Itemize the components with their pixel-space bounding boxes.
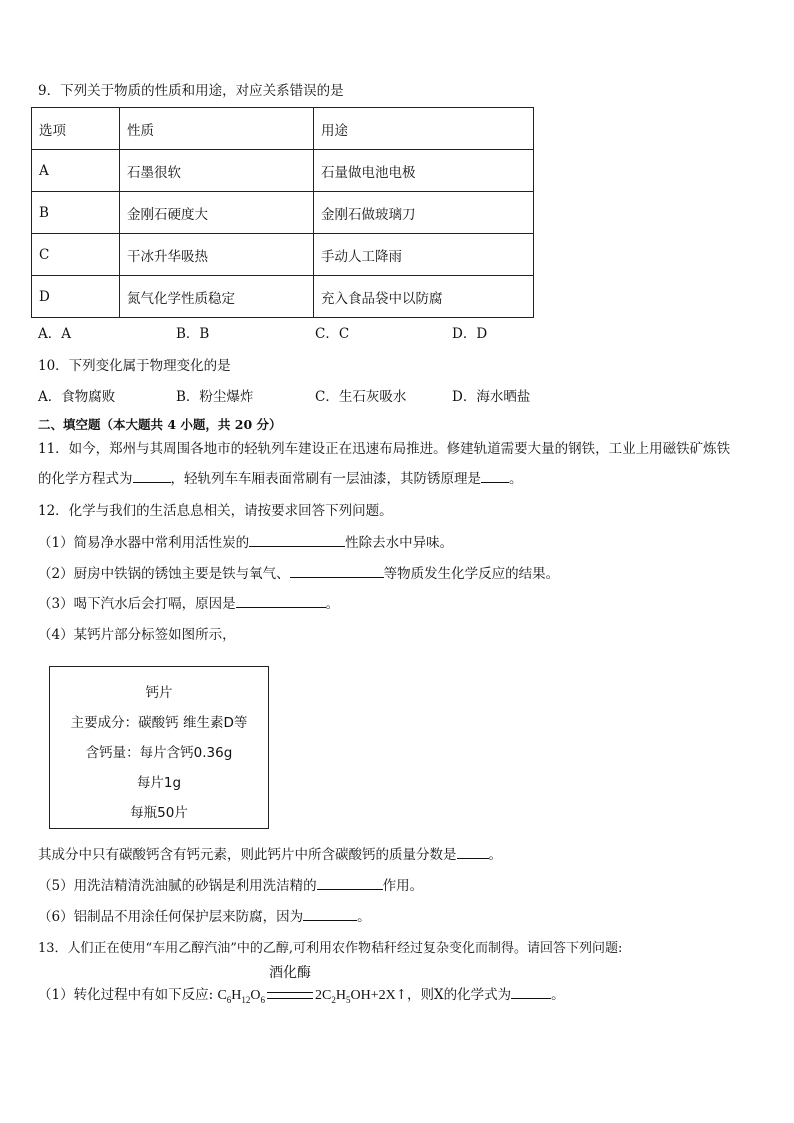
q13-text: 。 bbox=[551, 987, 565, 1003]
q12-text: 性除去水中异味。 bbox=[345, 535, 454, 551]
q12-text: 。 bbox=[357, 909, 371, 925]
q11-text: ，轻轨列车车厢表面常刷有一层油漆，其防锈原理是 bbox=[170, 471, 481, 487]
table-cell: D bbox=[32, 276, 120, 318]
reactant-formula: $C_6H_{12}O_6$ bbox=[217, 988, 266, 1005]
q12-text: 作用。 bbox=[382, 878, 424, 894]
q11-text: 。 bbox=[509, 471, 523, 487]
table-cell: 充入食品袋中以防腐 bbox=[314, 276, 534, 318]
answer-blank[interactable] bbox=[317, 877, 383, 890]
gas-arrow-icon: ↑ bbox=[395, 987, 408, 1003]
answer-blank[interactable] bbox=[249, 534, 345, 547]
q13-text: （1）转化过程中有如下反应: bbox=[38, 987, 218, 1003]
table-cell: 手动人工降雨 bbox=[314, 234, 534, 276]
q12-part1 bbox=[38, 534, 453, 552]
product-formula: $2C_2H_5OH+2X$ bbox=[315, 988, 396, 1005]
q12-part5 bbox=[38, 877, 423, 895]
answer-blank[interactable] bbox=[290, 565, 384, 578]
q12-text: （3）喝下汽水后会打嗝，原因是 bbox=[38, 596, 236, 612]
table-header-cell: 性质 bbox=[120, 108, 314, 150]
equals-sign bbox=[267, 992, 313, 999]
q10-stem: 10．下列变化属于物理变化的是 bbox=[38, 358, 231, 374]
q12-text: 其成分中只有碳酸钙含有钙元素，则此钙片中所含碳酸钙的质量分数是 bbox=[38, 847, 457, 863]
table-row bbox=[32, 234, 534, 276]
q11-text: 的化学方程式为 bbox=[38, 471, 133, 487]
table-cell: 石墨很软 bbox=[120, 150, 314, 192]
q12-stem: 12．化学与我们的生活息息相关，请按要求回答下列问题。 bbox=[38, 503, 393, 519]
table-cell: 金刚石硬度大 bbox=[120, 192, 314, 234]
section-heading: 二、填空题（本大题共 4 小题，共 20 分） bbox=[38, 417, 282, 432]
table-header-cell: 用途 bbox=[314, 108, 534, 150]
q12-part4-question bbox=[38, 846, 502, 864]
q13-stem: 13．人们正在使用“车用乙醇汽油”中的乙醇,可利用农作物秸秆经过复杂变化而制得。请回答下列问题: bbox=[38, 941, 623, 956]
answer-blank[interactable] bbox=[236, 595, 326, 608]
reaction-condition bbox=[267, 965, 313, 1004]
option-b[interactable]: B．B bbox=[176, 326, 210, 342]
q12-text: （6）铝制品不用涂任何保护层来防腐，因为 bbox=[38, 909, 304, 925]
q12-part4: （4）某钙片部分标签如图所示， bbox=[38, 627, 236, 643]
option-a[interactable]: A．A bbox=[38, 326, 71, 342]
q12-part2 bbox=[38, 565, 559, 583]
label-line: 每片1g bbox=[136, 775, 182, 791]
q11-line2 bbox=[38, 470, 523, 488]
option-c[interactable]: C．C bbox=[315, 326, 350, 342]
option-d[interactable]: D．海水晒盐 bbox=[452, 389, 531, 405]
q12-part6 bbox=[38, 908, 371, 926]
q12-text: 。 bbox=[488, 847, 502, 863]
answer-blank[interactable] bbox=[133, 470, 171, 483]
table-header-row bbox=[32, 108, 534, 150]
answer-blank[interactable] bbox=[511, 986, 551, 999]
label-line: 含钙量：每片含钙0.36g bbox=[85, 745, 233, 761]
option-b[interactable]: B．粉尘爆炸 bbox=[176, 389, 254, 405]
answer-blank[interactable] bbox=[457, 846, 489, 859]
q12-text: （1）简易净水器中常利用活性炭的 bbox=[38, 535, 250, 551]
table-cell: 干冰升华吸热 bbox=[120, 234, 314, 276]
option-a[interactable]: A．食物腐败 bbox=[38, 389, 116, 405]
table-cell: C bbox=[32, 234, 120, 276]
table-header-cell: 选项 bbox=[32, 108, 120, 150]
q13-text: ，则X的化学式为 bbox=[407, 987, 512, 1003]
table-row bbox=[32, 276, 534, 318]
table-cell: A bbox=[32, 150, 120, 192]
condition-text: 酒化酶 bbox=[269, 965, 312, 981]
table-cell: 氮气化学性质稳定 bbox=[120, 276, 314, 318]
table-cell: 金刚石做玻璃刀 bbox=[314, 192, 534, 234]
calcium-label-box bbox=[49, 666, 269, 829]
option-c[interactable]: C．生石灰吸水 bbox=[315, 389, 407, 405]
q12-part3 bbox=[38, 595, 339, 613]
answer-blank[interactable] bbox=[303, 908, 357, 921]
q11-line1: 11．如今，郑州与其周围各地市的轻轨列车建设正在迅速布局推进。修建轨道需要大量的钢铁，工业上用磁铁矿炼铁 bbox=[38, 441, 731, 457]
q9-table bbox=[31, 107, 534, 318]
label-title: 钙片 bbox=[145, 685, 173, 701]
q12-text: （2）厨房中铁锅的锈蚀主要是铁与氧气、 bbox=[38, 566, 290, 582]
table-cell: 石量做电池电极 bbox=[314, 150, 534, 192]
q12-text: （5）用洗洁精清洗油腻的砂锅是利用洗洁精的 bbox=[38, 878, 317, 894]
table-row bbox=[32, 192, 534, 234]
label-line: 主要成分：碳酸钙 维生素D等 bbox=[70, 715, 248, 731]
label-line: 每瓶50片 bbox=[130, 805, 188, 821]
q12-text: 。 bbox=[325, 596, 340, 612]
table-row bbox=[32, 150, 534, 192]
table-cell: B bbox=[32, 192, 120, 234]
q12-text: 等物质发生化学反应的结果。 bbox=[383, 566, 560, 582]
q13-part1 bbox=[38, 965, 565, 1009]
option-d[interactable]: D．D bbox=[452, 326, 488, 342]
q9-stem: 9．下列关于物质的性质和用途，对应关系错误的是 bbox=[38, 83, 344, 99]
answer-blank[interactable] bbox=[481, 470, 509, 483]
